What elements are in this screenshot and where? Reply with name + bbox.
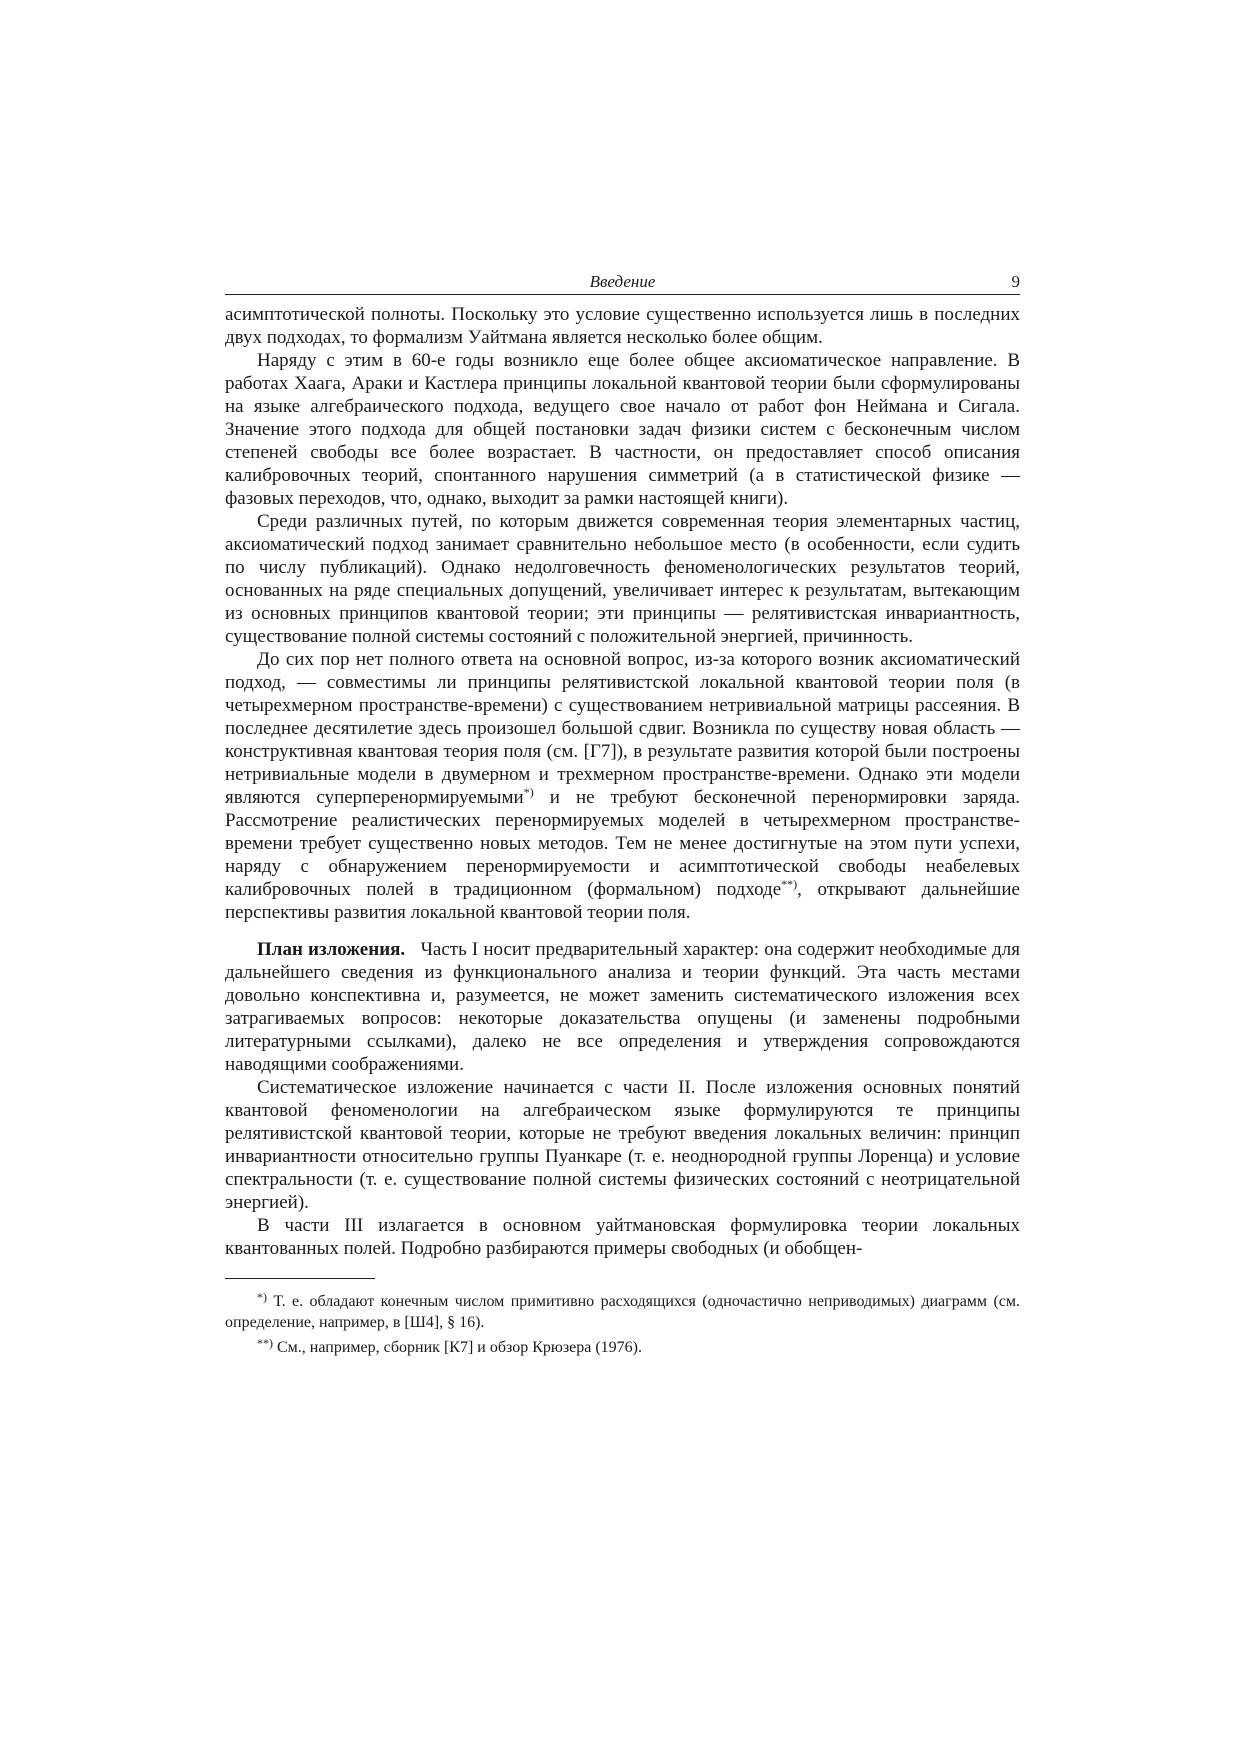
running-head: [225, 268, 1020, 295]
running-title: Введение: [589, 272, 656, 291]
footnote-text: См., например, сборник [К7] и обзор Крюзера (1976).: [277, 1339, 642, 1356]
footnote-ref-1[interactable]: *): [523, 785, 534, 799]
section-paragraph: [225, 938, 1020, 1076]
footnote-mark: *): [257, 1290, 267, 1304]
footnotes: [225, 1287, 1020, 1358]
paragraph-text: и не требуют бесконечной перенормировки заряда. Рассмотрение реалистических перенормируемых моделей в четырехмерном пространстве-времени требует существенно новых методов. Тем не менее достигнутые на этом пути успехи, наряду с обнаружением перенормируемости и асимптотической свободы неабелевых калибровочных полей в традиционном (формальном) подходе: [225, 787, 1020, 900]
paragraph: Систематическое изложение начинается с части II. После изложения основных понятий квантовой феноменологии на алгебраическом языке формулируются те принципы релятивистской квантовой теории, которые не требуют введения локальных величин: принцип инвариантности относительно группы Пуанкаре (т. е. неоднородной группы Лоренца) и условие спектральности (т. е. существование полной системы физических состояний с неотрицательной энергией).: [225, 1077, 1020, 1213]
paragraph-text: До сих пор нет полного ответа на основной вопрос, из-за которого возник аксиоматический подход, — совместимы ли принципы релятивистской локальной квантовой теории поля (в четырехмерном пространстве-времени) с существованием нетривиальной матрицы рассеяния. В последнее десятилетие здесь произошел большой сдвиг. Возникла по существу новая область — конструктивная квантовая теория поля (см. [Г7]), в результате развития которой были построены нетривиальные модели в двумерном и трехмерном пространстве-времени. Однако эти модели являются суперперенормируемыми: [225, 649, 1020, 808]
footnote-1: [225, 1287, 1020, 1333]
footnote-2: [225, 1333, 1020, 1358]
paragraph-text: , открывают дальнейшие перспективы развития локальной квантовой теории поля.: [225, 879, 1020, 923]
paragraph-text: Часть I носит предварительный характер: она содержит необходимые для дальнейшего сведения из функционального анализа и теории функций. Эта часть местами довольно конспективна и, разумеется, не может заменить систематического изложения всех затрагиваемых вопросов: некоторые доказательства опущены (и заменены подробными литературными ссылками), далеко не все определения и утверждения сопровождаются наводящими соображениями.: [225, 939, 1020, 1075]
paragraph-continued: асимптотической полноты. Поскольку это условие существенно используется лишь в последних двух подходах, то формализм Уайтмана является несколько более общим.: [225, 304, 1020, 348]
footnote-text: Т. е. обладают конечным числом примитивно расходящихся (одночастично неприводимых) диаграмм (см. определение, например, в [Ш4], § 16).: [225, 1293, 1021, 1331]
paragraph: Среди различных путей, по которым движется современная теория элементарных частиц, аксиоматический подход занимает сравнительно небольшое место (в особенности, если судить по числу публикаций). Однако недолговечность феноменологических результатов теорий, основанных на ряде специальных допущений, увеличивает интерес к результатам, вытекающим из основных принципов квантовой теории; эти принципы — релятивистская инвариантность, существование полной системы состояний с положительной энергией, причинность.: [225, 511, 1020, 647]
paragraph: Наряду с этим в 60-е годы возникло еще более общее аксиоматическое направление. В работах Хаага, Араки и Кастлера принципы локальной квантовой теории были сформулированы на языке алгебраического подхода, ведущего свое начало от работ фон Неймана и Сигала. Значение этого подхода для общей постановки задач физики систем с бесконечным числом степеней свободы все более возрастает. В частности, он предоставляет способ описания калибровочных теорий, спонтанного нарушения симметрий (а в статистической физике — фазовых переходов, что, однако, выходит за рамки настоящей книги).: [225, 350, 1020, 509]
paragraph: В части III излагается в основном уайтмановская формулировка теории локальных квантованных полей. Подробно разбираются примеры свободных (и обобщен-: [225, 1215, 1020, 1259]
book-page: [225, 268, 1020, 1358]
footnote-mark: **): [257, 1336, 273, 1350]
footnote-divider: [225, 1278, 375, 1279]
body-text: [225, 303, 1020, 1260]
section-run-in-heading: План изложения.: [257, 939, 406, 960]
page-number: 9: [1011, 272, 1020, 291]
footnote-ref-2[interactable]: **): [781, 877, 798, 891]
paragraph: [225, 648, 1020, 924]
